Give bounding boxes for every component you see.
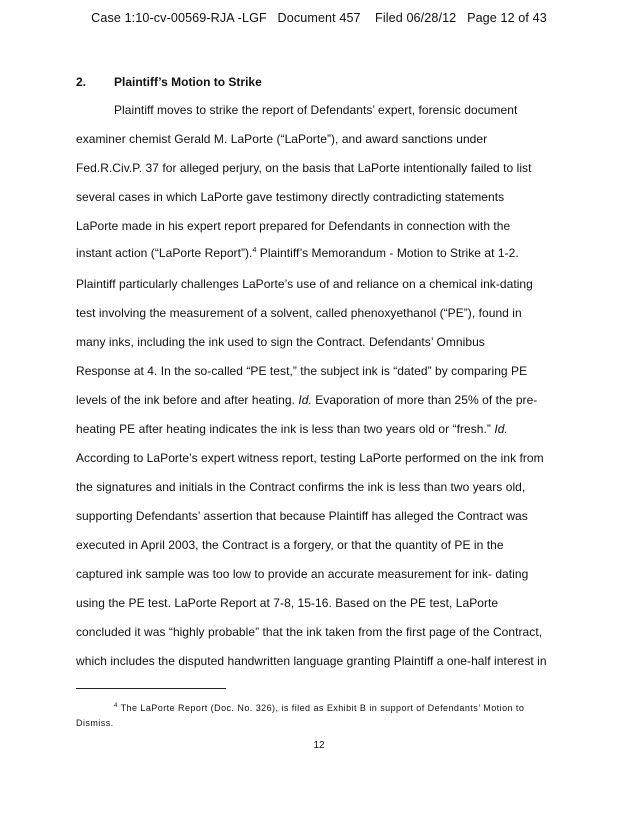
body-line: concluded it was “highly probable” that the ink taken from the first page of the Contract, [76,625,543,639]
body-line: which includes the disputed handwritten language granting Plaintiff a one-half interest in [76,654,547,668]
footnote-divider [76,688,226,689]
body-line: several cases in which LaPorte gave testimony directly contradicting statements [76,190,505,204]
body-line: many inks, including the ink used to sign the Contract. Defendants’ Omnibus [76,335,485,349]
body-line: Plaintiff particularly challenges LaPorte’s use of and reliance on a chemical ink-dating [76,277,533,291]
citation-id: Id. [298,393,312,407]
case-header: Case 1:10-cv-00569-RJA -LGF Document 457 Filed 06/28/12 Page 12 of 43 [91,11,547,25]
body-line-text: Plaintiff’s Memorandum - Motion to Strike at 1-2. [256,246,519,260]
body-line: captured ink sample was too low to provide an accurate measurement for ink- dating [76,567,529,581]
footnote-marker: 4 [114,703,118,709]
citation-id: Id. [494,422,508,436]
section-heading [76,75,262,89]
body-line: executed in April 2003, the Contract is a forgery, or that the quantity of PE in the [76,538,504,552]
body-line: According to LaPorte’s expert witness report, testing LaPorte performed on the ink from [76,451,544,465]
body-line: test involving the measurement of a solvent, called phenoxyethanol (“PE”), found in [76,306,522,320]
body-line [76,422,508,436]
body-line: examiner chemist Gerald M. LaPorte (“LaPorte”), and award sanctions under [76,132,488,146]
body-line: Plaintiff moves to strike the report of Defendants’ expert, forensic document [114,103,518,117]
body-line: Fed.R.Civ.P. 37 for alleged perjury, on the basis that LaPorte intentionally failed to list [76,161,532,175]
footnote-reference: 4 [252,247,257,254]
body-line-text: Evaporation of more than 25% of the pre- [311,393,538,407]
body-line: the signatures and initials in the Contract confirms the ink is less than two years old, [76,480,526,494]
page-number: 12 [313,740,325,751]
footnote-text: The LaPorte Report (Doc. No. 326), is filed as Exhibit B in support of Defendants’ Motion to [117,703,525,713]
body-line: using the PE test. LaPorte Report at 7-8, 15-16. Based on the PE test, LaPorte [76,596,499,610]
body-line-text: heating PE after heating indicates the ink is less than two years old or “fresh.” [76,422,495,436]
body-line-text: levels of the ink before and after heating. [76,393,299,407]
body-line [76,393,537,407]
footnote-line [114,703,524,713]
footnote-line: Dismiss. [76,718,114,728]
body-line [76,246,519,260]
body-line: Response at 4. In the so-called “PE test,” the subject ink is “dated” by comparing PE [76,364,528,378]
body-line: supporting Defendants’ assertion that because Plaintiff has alleged the Contract was [76,509,528,523]
body-line-text: instant action (“LaPorte Report”). [76,246,253,260]
body-line: LaPorte made in his expert report prepared for Defendants in connection with the [76,219,511,233]
section-title: Plaintiff’s Motion to Strike [114,75,262,89]
section-number: 2. [76,75,87,89]
